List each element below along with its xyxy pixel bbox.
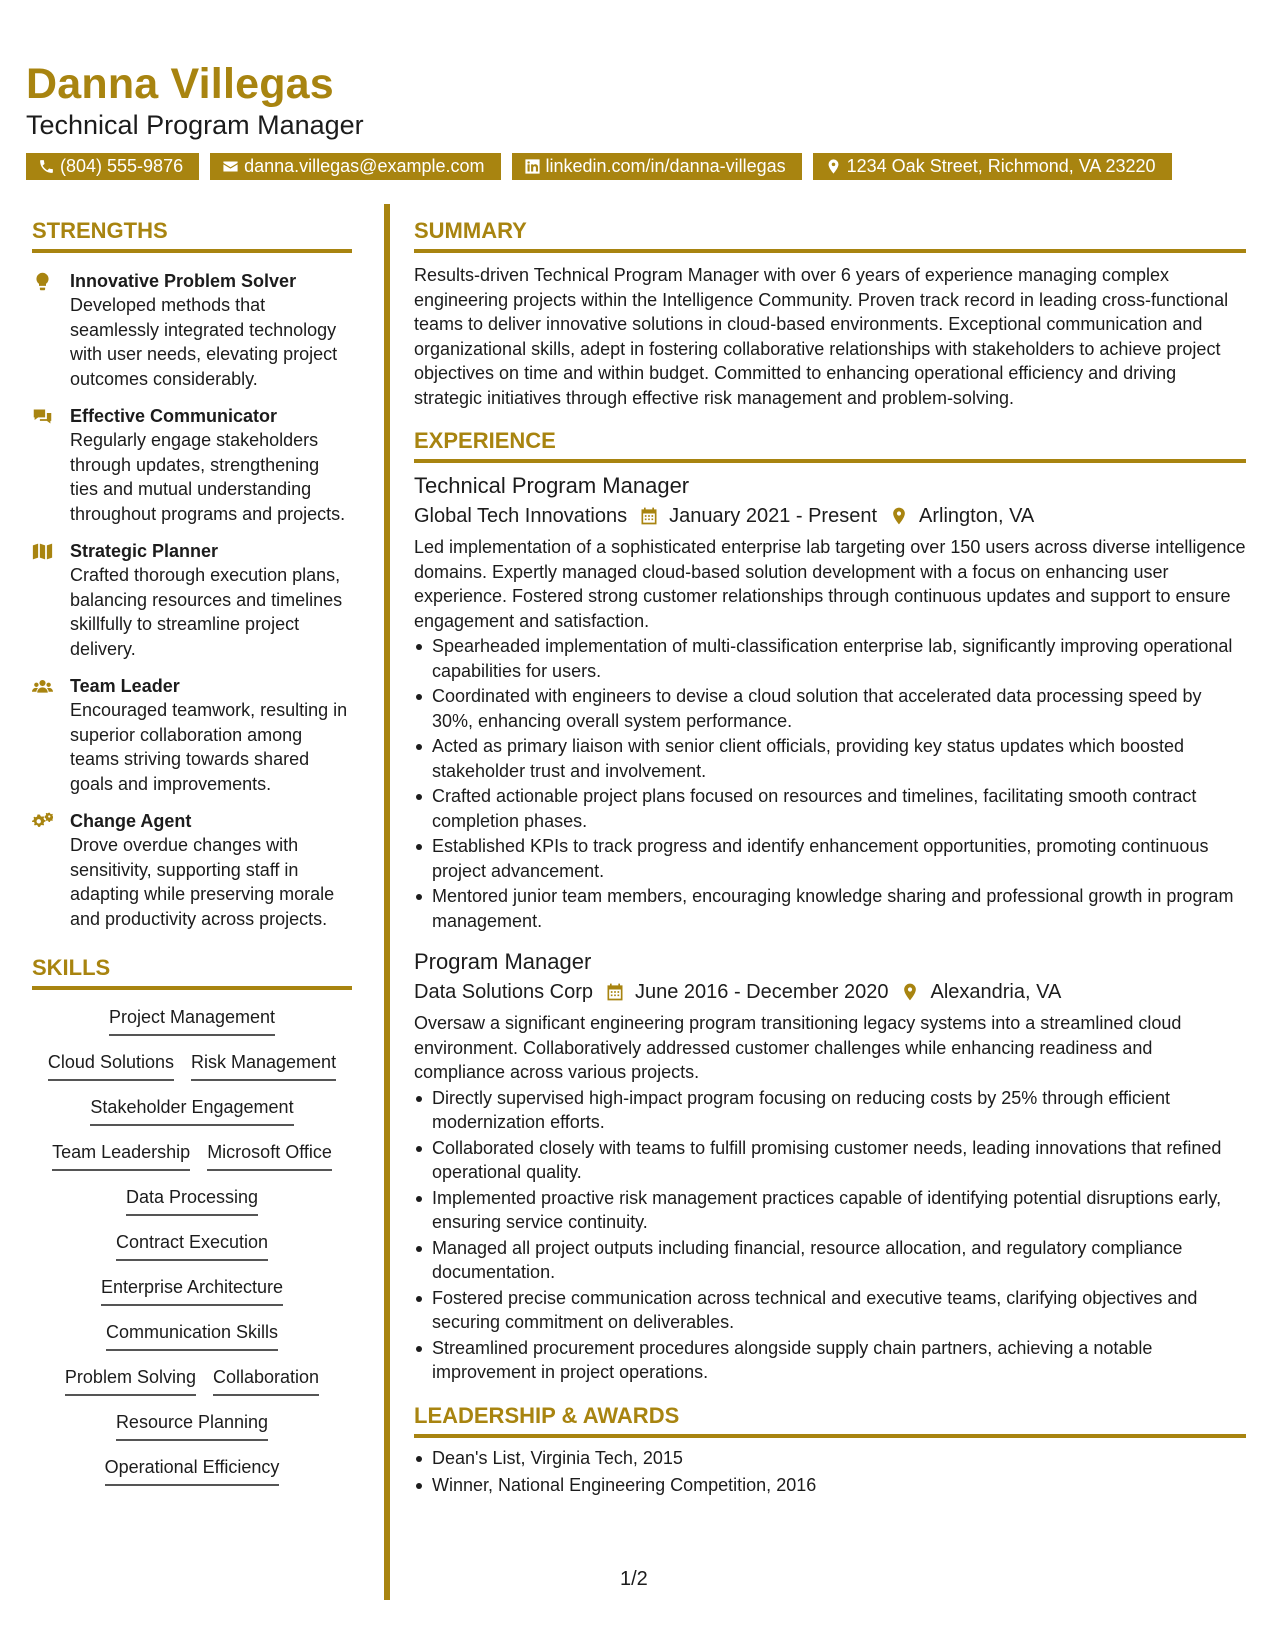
strengths-list (32, 269, 352, 931)
list-item: Coordinated with engineers to devise a cloud solution that accelerated data processing speed by 30%, enhancing overall system performance. (432, 684, 1246, 733)
list-item: Established KPIs to track progress and identify enhancement opportunities, promoting continuous project advancement. (432, 834, 1246, 883)
list-item: Dean's List, Virginia Tech, 2015 (432, 1446, 1246, 1471)
summary-heading: SUMMARY (414, 218, 1246, 253)
strength-desc: Encouraged teamwork, resulting in superior collaboration among teams striving towards shared goals and improvements. (70, 700, 348, 794)
skill-tag: Stakeholder Engagement (90, 1094, 293, 1126)
experience-heading: EXPERIENCE (414, 428, 1246, 463)
strength-desc: Regularly engage stakeholders through updates, strengthening ties and mutual understanding throughout programs and projects. (70, 430, 346, 524)
job-dates: June 2016 - December 2020 (634, 981, 889, 1003)
job-entry (414, 471, 1246, 933)
lightbulb-icon (32, 271, 53, 292)
strengths-heading: STRENGTHS (32, 218, 352, 253)
linkedin-icon (524, 158, 541, 175)
skill-tag: Team Leadership (52, 1139, 190, 1171)
job-company: Data Solutions Corp (414, 981, 593, 1003)
map-icon (32, 541, 53, 562)
job-meta (414, 977, 1246, 1007)
list-item: Mentored junior team members, encouraging knowledge sharing and professional growth in program management. (432, 884, 1246, 933)
contact-phone[interactable] (26, 153, 199, 180)
contact-phone-text: (804) 555-9876 (60, 156, 184, 176)
contact-address (813, 153, 1172, 180)
list-item: Implemented proactive risk management practices capable of identifying potential disruptions early, ensuring service continuity. (432, 1186, 1246, 1235)
skill-tag: Microsoft Office (207, 1139, 332, 1171)
strength-desc: Crafted thorough execution plans, balancing resources and timelines skillfully to streamline project delivery. (70, 565, 343, 659)
map-pin-icon (889, 506, 909, 526)
skill-tag: Cloud Solutions (48, 1049, 174, 1081)
job-entry (414, 947, 1246, 1385)
job-title: Technical Program Manager (414, 473, 690, 498)
phone-icon (38, 158, 55, 175)
users-icon (32, 676, 53, 697)
strength-title: Effective Communicator (70, 406, 278, 426)
strength-desc: Drove overdue changes with sensitivity, supporting staff in adapting while preserving morale and productivity across projects. (70, 835, 335, 929)
list-item: Streamlined procurement procedures alongside supply chain partners, achieving a notable improvement in project operations. (432, 1336, 1246, 1385)
list-item: Managed all project outputs including financial, resource allocation, and regulatory compliance documentation. (432, 1236, 1246, 1285)
skill-tag: Risk Management (191, 1049, 336, 1081)
contact-linkedin-text: linkedin.com/in/danna-villegas (545, 156, 786, 176)
skill-tag: Resource Planning (116, 1409, 268, 1441)
strength-title: Team Leader (70, 676, 180, 696)
job-bullets (414, 634, 1246, 933)
job-description: Oversaw a significant engineering program transitioning legacy systems into a streamlined cloud environment. Collaboratively addressed customer challenges while enhancing readiness and compliance across various projects. (414, 1013, 1182, 1082)
contact-email-text: danna.villegas@example.com (244, 156, 485, 176)
job-dates: January 2021 - Present (669, 505, 878, 527)
contact-address-text: 1234 Oak Street, Richmond, VA 23220 (846, 156, 1156, 176)
job-company: Global Tech Innovations (414, 505, 628, 527)
calendar-icon (639, 506, 659, 526)
skill-tag: Contract Execution (116, 1229, 268, 1261)
skill-tag: Data Processing (126, 1184, 258, 1216)
list-item: Spearheaded implementation of multi-classification enterprise lab, significantly improving operational capabilities for users. (432, 634, 1246, 683)
job-meta (414, 501, 1246, 531)
gears-icon (32, 811, 53, 832)
strength-title: Change Agent (70, 811, 192, 831)
skill-tag: Collaboration (213, 1364, 319, 1396)
skills-heading: SKILLS (32, 955, 352, 990)
skill-tag: Project Management (109, 1004, 275, 1036)
skill-tag: Problem Solving (65, 1364, 196, 1396)
job-title: Program Manager (414, 949, 592, 974)
list-item: Fostered precise communication across technical and executive teams, clarifying objectives and securing commitment on deliverables. (432, 1286, 1246, 1335)
strength-desc: Developed methods that seamlessly integrated technology with user needs, elevating project outcomes considerably. (70, 295, 338, 389)
envelope-icon (222, 158, 239, 175)
strength-title: Innovative Problem Solver (70, 271, 297, 291)
job-location: Arlington, VA (919, 505, 1035, 527)
list-item: Directly supervised high-impact program focusing on reducing costs by 25% through efficient modernization efforts. (432, 1086, 1246, 1135)
left-column (32, 218, 352, 1499)
comments-icon (32, 406, 53, 427)
skill-tag: Operational Efficiency (105, 1454, 280, 1486)
strength-item (32, 539, 352, 661)
contact-bar (26, 153, 1172, 180)
column-divider (384, 204, 390, 1600)
leadership-heading: LEADERSHIP & AWARDS (414, 1403, 1246, 1438)
awards-list (414, 1446, 1246, 1498)
job-description: Led implementation of a sophisticated enterprise lab targeting over 150 users across diverse intelligence domains. Expertly managed cloud-based solution development with a focus on enhancing user experience. Fostered strong customer relationships through continuous updates and support to ensure engagement and satisfaction. (414, 537, 1246, 631)
strength-item (32, 269, 352, 391)
calendar-icon (605, 982, 625, 1002)
contact-linkedin[interactable] (512, 153, 802, 180)
strength-item (32, 809, 352, 931)
strength-item (32, 674, 352, 796)
map-pin-icon (900, 982, 920, 1002)
list-item: Collaborated closely with teams to fulfill promising customer needs, leading innovations that refined operational quality. (432, 1136, 1246, 1185)
list-item: Crafted actionable project plans focused on resources and timelines, facilitating smooth contract completion phases. (432, 784, 1246, 833)
job-bullets (414, 1086, 1246, 1385)
skills-list (32, 1004, 352, 1499)
job-location: Alexandria, VA (930, 981, 1062, 1003)
strength-item (32, 404, 352, 526)
summary-text: Results-driven Technical Program Manager with over 6 years of experience managing complex engineering projects within the Intelligence Community. Proven track record in leading cross-functional teams to deliver innovative solutions in cloud-based environments. Exceptional communication and organizational skills, adept in fostering collaborative relationships with stakeholders to achieve project objectives on time and within budget. Committed to enhancing operational efficiency and driving strategic initiatives through effective risk management and problem-solving. (414, 265, 1229, 408)
list-item: Acted as primary liaison with senior client officials, providing key status updates which boosted stakeholder trust and involvement. (432, 734, 1246, 783)
map-pin-icon (825, 158, 842, 175)
skill-tag: Communication Skills (106, 1319, 278, 1351)
list-item: Winner, National Engineering Competition, 2016 (432, 1473, 1246, 1498)
candidate-name: Danna Villegas (26, 60, 334, 108)
right-column (414, 218, 1246, 1498)
strength-title: Strategic Planner (70, 541, 219, 561)
contact-email[interactable] (210, 153, 500, 180)
page-number: 1/2 (620, 1568, 648, 1590)
skill-tag: Enterprise Architecture (101, 1274, 283, 1306)
candidate-title: Technical Program Manager (26, 110, 364, 140)
